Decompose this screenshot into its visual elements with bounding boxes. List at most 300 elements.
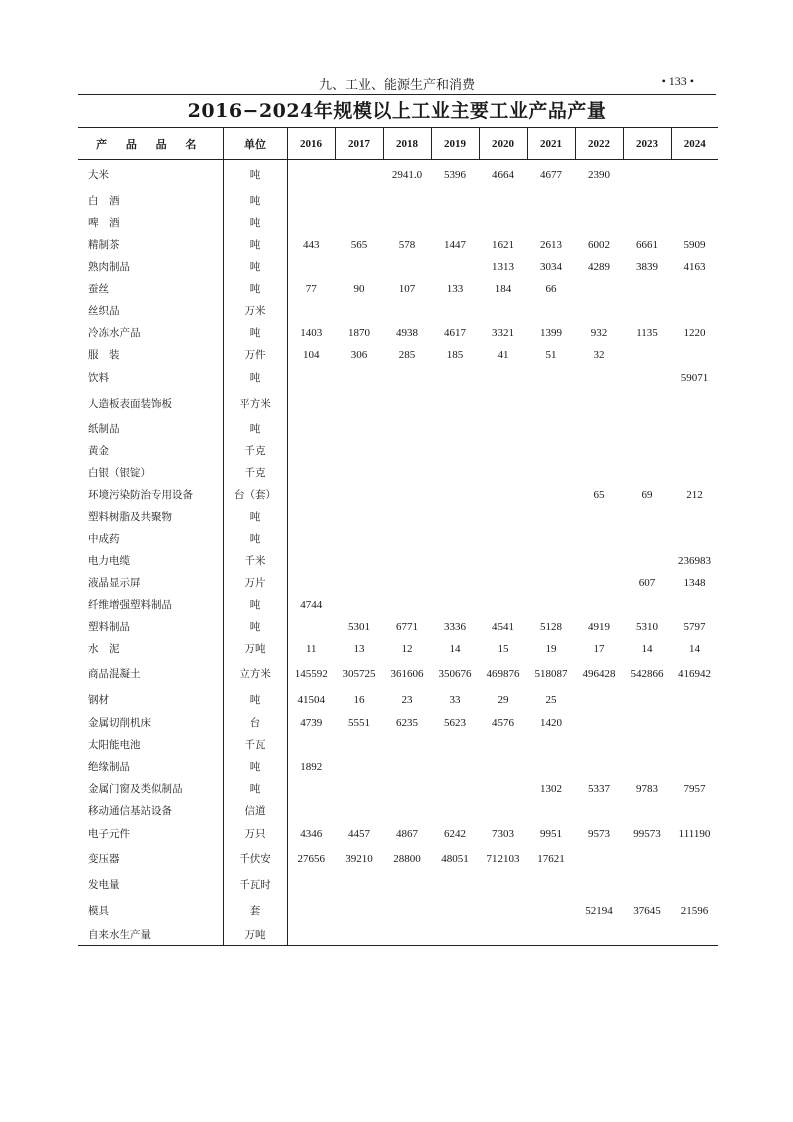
value-cell <box>671 160 718 190</box>
value-cell: 37645 <box>633 904 661 917</box>
value-cell <box>383 366 431 390</box>
product-name: 电力电缆 <box>78 550 223 572</box>
value-cell <box>479 440 527 462</box>
value-cell: 5128 <box>540 620 562 633</box>
value-cell: 5623 <box>444 716 466 729</box>
product-unit: 台 <box>223 712 287 734</box>
product-unit: 万吨 <box>223 924 287 946</box>
header-rule <box>78 94 716 95</box>
value-cell: 542866 <box>630 667 664 680</box>
value-cell: 607 <box>638 576 656 589</box>
value-cell <box>383 462 431 484</box>
value-cell <box>575 734 623 756</box>
product-name: 移动通信基站设备 <box>78 800 223 822</box>
value-cell <box>335 756 383 778</box>
product-unit: 平方米 <box>223 390 287 418</box>
product-name: 丝织品 <box>78 300 223 322</box>
product-name: 太阳能电池 <box>78 734 223 756</box>
value-cell: 14 <box>689 642 700 655</box>
value-cell <box>335 594 383 616</box>
value-cell <box>623 300 671 322</box>
value-cell: 19 <box>545 642 557 655</box>
value-cell <box>287 390 335 418</box>
value-cell <box>575 190 623 212</box>
value-cell <box>575 688 623 712</box>
value-cell <box>431 872 479 898</box>
header-unit: 单位 <box>223 128 287 160</box>
value-cell <box>671 506 718 528</box>
value-cell: 41 <box>497 348 509 361</box>
value-cell: 1447 <box>444 238 466 251</box>
value-cell: 712103 <box>486 852 520 865</box>
value-cell <box>671 924 718 946</box>
product-name: 模具 <box>78 898 223 924</box>
value-cell <box>287 484 335 506</box>
value-cell: 305725 <box>342 667 376 680</box>
value-cell <box>623 390 671 418</box>
value-cell <box>671 300 718 322</box>
table-row <box>78 190 718 212</box>
product-name: 变压器 <box>78 846 223 872</box>
value-cell <box>479 898 527 924</box>
value-cell <box>575 212 623 234</box>
value-cell <box>431 212 479 234</box>
value-cell: 7303 <box>492 827 514 840</box>
product-name: 冷冻水产品 <box>78 322 223 344</box>
value-cell: 14 <box>449 642 461 655</box>
value-cell: 1348 <box>683 576 706 589</box>
value-cell: 5337 <box>588 782 610 795</box>
table-row <box>78 800 718 822</box>
product-name: 大米 <box>78 160 223 190</box>
value-cell <box>383 418 431 440</box>
value-cell: 111190 <box>678 827 711 840</box>
value-cell <box>335 550 383 572</box>
value-cell: 4677 <box>540 168 562 181</box>
value-cell: 5310 <box>636 620 658 633</box>
value-cell <box>623 924 671 946</box>
value-cell <box>335 300 383 322</box>
value-cell <box>335 572 383 594</box>
value-cell: 15 <box>497 642 509 655</box>
value-cell <box>527 212 575 234</box>
value-cell <box>335 924 383 946</box>
product-name: 饮料 <box>78 366 223 390</box>
value-cell: 1135 <box>636 326 658 339</box>
product-unit: 千瓦 <box>223 734 287 756</box>
value-cell: 90 <box>353 282 365 295</box>
value-cell <box>287 160 335 190</box>
value-cell <box>287 528 335 550</box>
header-year: 2024 <box>671 128 718 160</box>
value-cell <box>671 212 718 234</box>
value-cell <box>575 278 623 300</box>
value-cell: 9951 <box>540 827 562 840</box>
product-unit: 万吨 <box>223 638 287 660</box>
product-unit: 吨 <box>223 366 287 390</box>
header-year: 2016 <box>287 128 335 160</box>
value-cell: 4919 <box>588 620 610 633</box>
value-cell <box>383 924 431 946</box>
value-cell <box>527 528 575 550</box>
value-cell <box>335 440 383 462</box>
value-cell: 185 <box>446 348 464 361</box>
value-cell <box>479 800 527 822</box>
product-name: 环境污染防治专用设备 <box>78 484 223 506</box>
value-cell: 133 <box>446 282 464 295</box>
value-cell: 4617 <box>444 326 466 339</box>
value-cell: 39210 <box>345 852 373 865</box>
value-cell: 416942 <box>678 667 711 680</box>
product-unit: 吨 <box>223 778 287 800</box>
value-cell: 3321 <box>492 326 514 339</box>
product-name: 中成药 <box>78 528 223 550</box>
value-cell <box>575 756 623 778</box>
value-cell: 65 <box>593 488 605 501</box>
product-name: 纸制品 <box>78 418 223 440</box>
value-cell <box>479 550 527 572</box>
header-product: 产 品 品 名 <box>78 128 223 160</box>
value-cell: 350676 <box>438 667 472 680</box>
product-unit: 吨 <box>223 756 287 778</box>
value-cell <box>383 550 431 572</box>
value-cell <box>479 300 527 322</box>
value-cell <box>575 924 623 946</box>
table-row <box>78 846 718 872</box>
product-name: 金属切削机床 <box>78 712 223 734</box>
value-cell <box>527 800 575 822</box>
table-row <box>78 638 718 660</box>
value-cell <box>431 390 479 418</box>
product-unit: 吨 <box>223 256 287 278</box>
value-cell <box>479 756 527 778</box>
value-cell <box>335 872 383 898</box>
value-cell: 14 <box>641 642 653 655</box>
value-cell <box>431 550 479 572</box>
value-cell <box>383 190 431 212</box>
value-cell <box>575 528 623 550</box>
table-row <box>78 256 718 278</box>
value-cell <box>479 734 527 756</box>
value-cell: 77 <box>305 282 317 295</box>
product-unit: 千伏安 <box>223 846 287 872</box>
value-cell <box>383 256 431 278</box>
value-cell: 12 <box>401 642 413 655</box>
section-title: 九、工业、能源生产和消费 <box>318 78 475 93</box>
value-cell <box>431 898 479 924</box>
product-unit: 信道 <box>223 800 287 822</box>
value-cell <box>335 778 383 800</box>
value-cell: 11 <box>305 642 317 655</box>
value-cell <box>671 418 718 440</box>
value-cell <box>671 756 718 778</box>
value-cell: 13 <box>353 642 365 655</box>
value-cell <box>431 528 479 550</box>
value-cell <box>479 924 527 946</box>
value-cell <box>383 528 431 550</box>
value-cell <box>335 418 383 440</box>
value-cell: 1399 <box>540 326 562 339</box>
value-cell <box>527 734 575 756</box>
product-unit: 吨 <box>223 418 287 440</box>
value-cell <box>575 300 623 322</box>
value-cell <box>479 462 527 484</box>
value-cell <box>335 212 383 234</box>
value-cell: 4346 <box>300 827 323 840</box>
value-cell <box>287 734 335 756</box>
value-cell <box>527 440 575 462</box>
value-cell <box>287 256 335 278</box>
value-cell: 41504 <box>297 693 325 706</box>
value-cell <box>479 390 527 418</box>
value-cell <box>623 278 671 300</box>
product-name: 金属门窗及类似制品 <box>78 778 223 800</box>
product-name: 精制茶 <box>78 234 223 256</box>
value-cell <box>575 846 623 872</box>
table-row <box>78 234 718 256</box>
value-cell: 4744 <box>300 598 323 611</box>
value-cell: 107 <box>398 282 416 295</box>
value-cell <box>383 800 431 822</box>
product-unit: 吨 <box>223 506 287 528</box>
value-cell: 6771 <box>396 620 418 633</box>
value-cell: 99573 <box>633 827 661 840</box>
value-cell <box>287 300 335 322</box>
value-cell <box>383 390 431 418</box>
value-cell: 932 <box>590 326 608 339</box>
value-cell: 9783 <box>636 782 658 795</box>
value-cell <box>527 418 575 440</box>
value-cell: 1220 <box>683 326 706 339</box>
value-cell <box>575 712 623 734</box>
value-cell <box>431 924 479 946</box>
value-cell <box>335 800 383 822</box>
product-unit: 台（套） <box>223 484 287 506</box>
product-unit: 吨 <box>223 212 287 234</box>
table-row <box>78 528 718 550</box>
value-cell <box>623 160 671 190</box>
value-cell <box>287 418 335 440</box>
value-cell <box>287 190 335 212</box>
value-cell <box>623 734 671 756</box>
value-cell <box>671 594 718 616</box>
value-cell: 28800 <box>393 852 421 865</box>
product-unit: 千克 <box>223 462 287 484</box>
value-cell <box>623 800 671 822</box>
value-cell <box>287 616 335 638</box>
value-cell <box>527 872 575 898</box>
value-cell <box>623 506 671 528</box>
value-cell <box>431 800 479 822</box>
value-cell <box>287 366 335 390</box>
table-row <box>78 278 718 300</box>
value-cell <box>287 778 335 800</box>
value-cell <box>479 190 527 212</box>
value-cell <box>431 572 479 594</box>
value-cell <box>479 506 527 528</box>
table-row <box>78 616 718 638</box>
value-cell: 32 <box>593 348 605 361</box>
value-cell <box>527 898 575 924</box>
value-cell <box>335 256 383 278</box>
table-row <box>78 572 718 594</box>
value-cell: 1870 <box>348 326 370 339</box>
table-title: 2016−2024年规模以上工业主要工业产品产量 <box>187 100 607 122</box>
product-name: 蚕丝 <box>78 278 223 300</box>
value-cell: 9573 <box>588 827 610 840</box>
value-cell <box>383 484 431 506</box>
header-year: 2022 <box>575 128 623 160</box>
header-year: 2019 <box>431 128 479 160</box>
value-cell <box>287 550 335 572</box>
table-row <box>78 366 718 390</box>
table-row <box>78 506 718 528</box>
value-cell <box>383 506 431 528</box>
value-cell <box>287 872 335 898</box>
value-cell <box>671 462 718 484</box>
product-unit: 吨 <box>223 688 287 712</box>
table-row <box>78 212 718 234</box>
value-cell: 69 <box>641 488 653 501</box>
table-row <box>78 660 718 688</box>
value-cell <box>383 594 431 616</box>
value-cell <box>623 190 671 212</box>
value-cell: 1403 <box>300 326 323 339</box>
value-cell <box>623 756 671 778</box>
value-cell <box>335 528 383 550</box>
value-cell <box>575 594 623 616</box>
value-cell <box>479 872 527 898</box>
value-cell <box>431 734 479 756</box>
value-cell: 4664 <box>492 168 514 181</box>
product-unit: 千米 <box>223 550 287 572</box>
value-cell <box>575 572 623 594</box>
value-cell <box>623 872 671 898</box>
product-name: 塑料树脂及共聚物 <box>78 506 223 528</box>
table-row <box>78 872 718 898</box>
value-cell <box>575 462 623 484</box>
value-cell <box>671 528 718 550</box>
value-cell: 306 <box>350 348 368 361</box>
product-name: 纤维增强塑料制品 <box>78 594 223 616</box>
table-row <box>78 594 718 616</box>
header-year: 2021 <box>527 128 575 160</box>
value-cell <box>671 734 718 756</box>
value-cell <box>527 506 575 528</box>
product-name: 熟肉制品 <box>78 256 223 278</box>
value-cell <box>623 688 671 712</box>
product-unit: 吨 <box>223 160 287 190</box>
table-row <box>78 688 718 712</box>
table-row <box>78 440 718 462</box>
value-cell: 6242 <box>444 827 466 840</box>
value-cell <box>527 756 575 778</box>
value-cell <box>527 390 575 418</box>
product-name: 啤 酒 <box>78 212 223 234</box>
value-cell: 4739 <box>300 716 323 729</box>
value-cell <box>527 366 575 390</box>
value-cell <box>431 366 479 390</box>
value-cell <box>335 898 383 924</box>
product-unit: 千克 <box>223 440 287 462</box>
value-cell: 443 <box>303 238 320 251</box>
product-name: 商品混凝土 <box>78 660 223 688</box>
value-cell <box>383 756 431 778</box>
table-row <box>78 160 718 190</box>
value-cell <box>623 462 671 484</box>
table-row <box>78 418 718 440</box>
value-cell: 66 <box>545 282 557 295</box>
value-cell <box>671 190 718 212</box>
value-cell <box>623 440 671 462</box>
value-cell: 2941.0 <box>391 168 423 181</box>
value-cell: 7957 <box>683 782 706 795</box>
value-cell: 33 <box>449 693 461 706</box>
value-cell <box>623 846 671 872</box>
value-cell <box>431 256 479 278</box>
value-cell <box>383 778 431 800</box>
product-name: 自来水生产量 <box>78 924 223 946</box>
product-name: 服 装 <box>78 344 223 366</box>
value-cell <box>335 366 383 390</box>
value-cell <box>479 418 527 440</box>
value-cell: 23 <box>401 693 413 706</box>
value-cell: 1302 <box>540 782 562 795</box>
value-cell <box>383 734 431 756</box>
product-unit: 万片 <box>223 572 287 594</box>
value-cell <box>575 872 623 898</box>
value-cell: 5301 <box>348 620 370 633</box>
value-cell <box>527 462 575 484</box>
value-cell <box>287 440 335 462</box>
value-cell <box>527 300 575 322</box>
table-body <box>78 160 718 946</box>
value-cell: 6002 <box>588 238 610 251</box>
value-cell: 6661 <box>636 238 658 251</box>
value-cell <box>383 872 431 898</box>
product-unit: 万米 <box>223 300 287 322</box>
value-cell <box>383 300 431 322</box>
value-cell <box>479 212 527 234</box>
table-row <box>78 322 718 344</box>
value-cell <box>479 528 527 550</box>
value-cell: 1313 <box>492 260 514 273</box>
value-cell: 3839 <box>636 260 658 273</box>
value-cell: 5909 <box>683 238 706 251</box>
product-name: 液晶显示屏 <box>78 572 223 594</box>
value-cell: 1892 <box>300 760 323 773</box>
value-cell <box>431 756 479 778</box>
table-row <box>78 462 718 484</box>
page-header <box>78 72 716 94</box>
table-row <box>78 300 718 322</box>
product-unit: 吨 <box>223 190 287 212</box>
value-cell: 51 <box>545 348 557 361</box>
value-cell <box>671 800 718 822</box>
value-cell: 1420 <box>540 716 562 729</box>
value-cell: 17621 <box>537 852 565 865</box>
value-cell <box>575 800 623 822</box>
value-cell <box>575 366 623 390</box>
value-cell: 27656 <box>297 852 325 865</box>
value-cell <box>623 594 671 616</box>
value-cell <box>287 212 335 234</box>
value-cell <box>575 506 623 528</box>
value-cell <box>479 366 527 390</box>
value-cell <box>527 924 575 946</box>
value-cell <box>431 506 479 528</box>
value-cell <box>335 734 383 756</box>
